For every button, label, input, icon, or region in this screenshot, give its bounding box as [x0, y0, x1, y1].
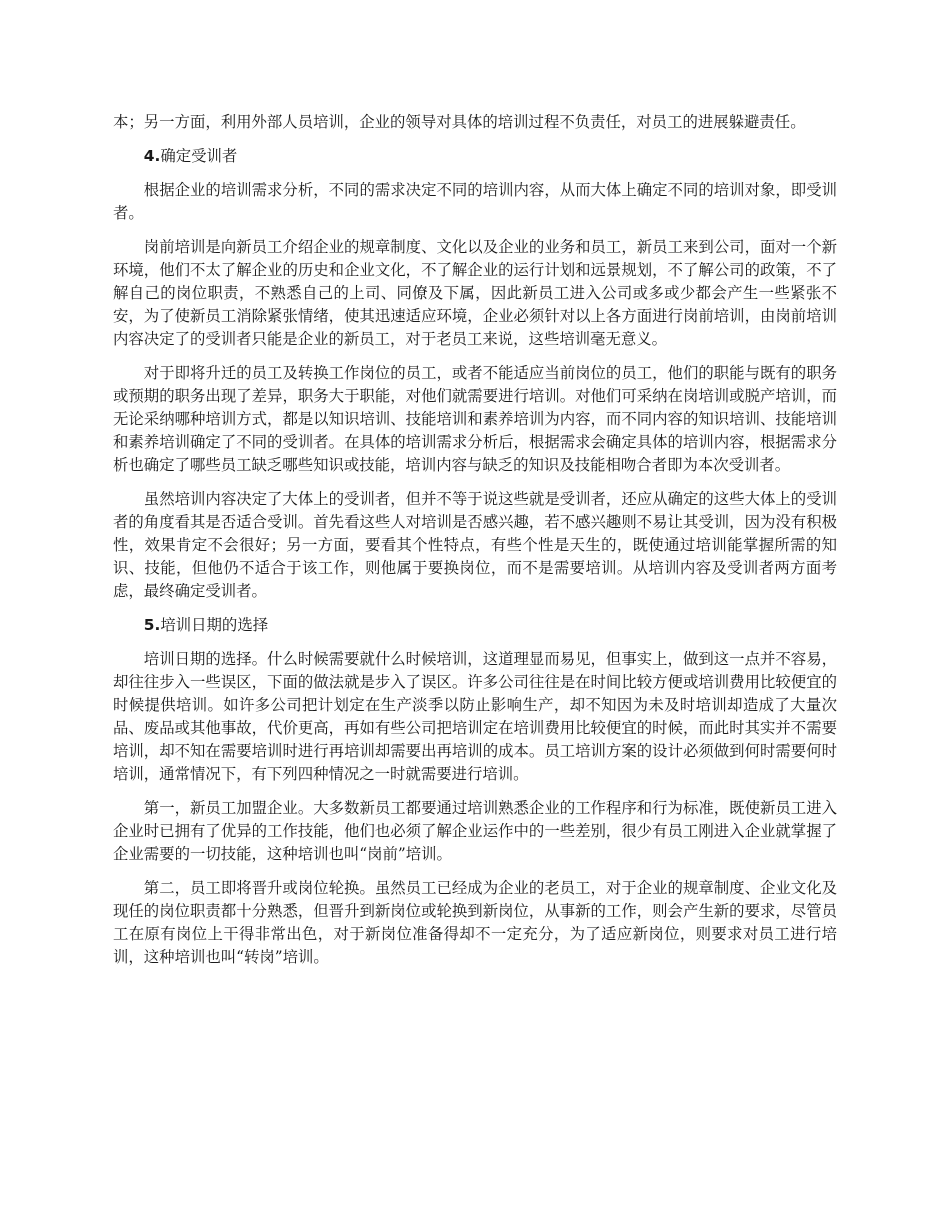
section-heading-5	[113, 614, 837, 637]
section-heading-4	[113, 145, 837, 168]
paragraph: 第一，新员工加盟企业。大多数新员工都要通过培训熟悉企业的工作程序和行为标准，既使新员工进入企业时已拥有了优异的工作技能，他们也必须了解企业运作中的一些差别，很少有员工刚进入企业就掌握了企业需要的一切技能，这种培训也叫“岗前”培训。	[113, 799, 837, 863]
section-number: 5.	[143, 616, 161, 634]
section-number: 4.	[143, 147, 161, 165]
paragraph: 第二，员工即将晋升或岗位轮换。虽然员工已经成为企业的老员工，对于企业的规章制度、企业文化及现任的岗位职责都十分熟悉，但晋升到新岗位或轮换到新岗位，从事新的工作，则会产生新的要求，尽管员工在原有岗位上干得非常出色，对于新岗位准备得却不一定充分，为了适应新岗位，则要求对员工进行培训，这种培训也叫“转岗”培训。	[113, 879, 837, 966]
section-title: 确定受训者	[160, 147, 238, 165]
paragraph: 培训日期的选择。什么时候需要就什么时候培训，这道理显而易见，但事实上，做到这一点并不容易，却往往步入一些误区，下面的做法就是步入了误区。许多公司往往是在时间比较方便或培训费用比较便宜的时候提供培训。如许多公司把计划定在生产淡季以防止影响生产，却不知因为未及时培训却造成了大量次品、废品或其他事故，代价更高，再如有些公司把培训定在培训费用比较便宜的时候，而此时其实并不需要培训，却不知在需要培训时进行再培训却需要出再培训的成本。员工培训方案的设计必须做到何时需要何时培训，通常情况下，有下列四种情况之一时就需要进行培训。	[113, 650, 837, 783]
paragraph: 对于即将升迁的员工及转换工作岗位的员工，或者不能适应当前岗位的员工，他们的职能与既有的职务或预期的职务出现了差异，职务大于职能，对他们就需要进行培训。对他们可采纳在岗培训或脱产培训，而无论采纳哪种培训方式，都是以知识培训、技能培训和素养培训为内容，而不同内容的知识培训、技能培训和素养培训确定了不同的受训者。在具体的培训需求分析后，根据需求会确定具体的培训内容，根据需求分析也确定了哪些员工缺乏哪些知识或技能，培训内容与缺乏的知识及技能相吻合者即为本次受训者。	[113, 364, 837, 474]
paragraph: 岗前培训是向新员工介绍企业的规章制度、文化以及企业的业务和员工，新员工来到公司，面对一个新环境，他们不太了解企业的历史和企业文化，不了解企业的运行计划和远景规划，不了解公司的政策，不了解自己的岗位职责，不熟悉自己的上司、同僚及下属，因此新员工进入公司或多或少都会产生一些紧张不安，为了使新员工消除紧张情绪，使其迅速适应环境，企业必须针对以上各方面进行岗前培训，由岗前培训内容决定了的受训者只能是企业的新员工，对于老员工来说，这些培训毫无意义。	[113, 238, 837, 348]
paragraph-continuation: 本；另一方面，利用外部人员培训，企业的领导对具体的培训过程不负责任，对员工的进展躲避责任。	[113, 113, 806, 131]
document-page	[113, 111, 837, 980]
section-title: 培训日期的选择	[160, 616, 269, 634]
paragraph: 根据企业的培训需求分析，不同的需求决定不同的培训内容，从而大体上确定不同的培训对象，即受训者。	[113, 181, 837, 222]
paragraph: 虽然培训内容决定了大体上的受训者，但并不等于说这些就是受训者，还应从确定的这些大体上的受训者的角度看其是否适合受训。首先看这些人对培训是否感兴趣，若不感兴趣则不易让其受训，因为没有积极性，效果肯定不会很好；另一方面，要看其个性特点，有些个性是天生的，既使通过培训能掌握所需的知识、技能，但他仍不适合于该工作，则他属于要换岗位，而不是需要培训。从培训内容及受训者两方面考虑，最终确定受训者。	[113, 490, 837, 600]
